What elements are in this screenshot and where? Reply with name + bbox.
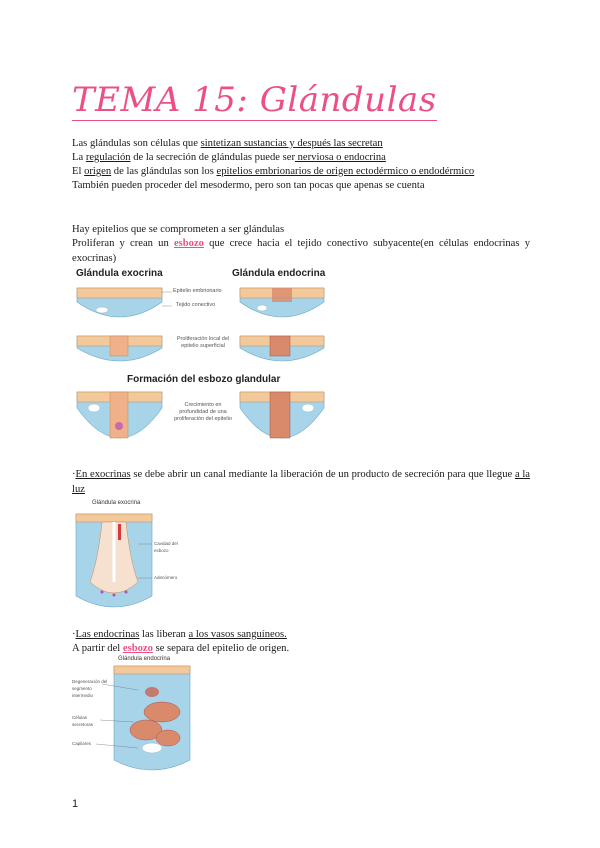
figure-endocrine-gland xyxy=(72,656,192,774)
label-epitelio: Epitelio embrionario xyxy=(173,288,222,294)
label-cavidad-esbozo: Cavidad del esbozo xyxy=(154,541,178,553)
figure-title-exocrine: Glándula exocrina xyxy=(76,268,163,279)
intro-line-2: La regulación de la secreción de glándulas puede ser nerviosa o endocrina xyxy=(72,152,386,163)
section2-line-2: Proliferan y crean un esbozo que crece hacia el tejido conectivo subyacente(en células endocrinas y exocrinas) xyxy=(72,238,530,264)
figure-subtitle: Formación del esbozo glandular xyxy=(127,374,281,385)
intro-line-3: El origen de las glándulas son los epitelios embrionarios de origen ectodérmico o endodérmico xyxy=(72,166,475,177)
endocrine-figure-title: Glándula endocrina xyxy=(118,656,171,662)
label-capilares: Capilares xyxy=(72,741,92,746)
page-title: TEMA 15: Glándulas xyxy=(72,80,437,120)
exocrine-paragraph: ·En exocrinas se debe abrir un canal mediante la liberación de un producto de secreción para que llegue a la luz xyxy=(72,469,530,495)
label-celulas-secretoras: Células secretoras xyxy=(72,715,94,727)
intro-line-4: También pueden proceder del mesodermo, pero son tan pocas que apenas se cuenta xyxy=(72,180,425,191)
figure-gland-formation xyxy=(72,268,337,456)
page-number: 1 xyxy=(72,798,79,810)
endocrine-line-1: ·Las endocrinas las liberan a los vasos sanguíneos. xyxy=(72,629,287,640)
gland-formation-diagram xyxy=(72,268,337,456)
exocrine-gland-diagram xyxy=(72,500,182,610)
endocrine-line-2: A partir del esbozo se separa del epitelio de origen. xyxy=(72,643,290,654)
figure-exocrine-gland xyxy=(72,500,182,610)
label-tejido: Tejido conectivo xyxy=(176,302,216,308)
exocrine-figure-title: Glándula exocrina xyxy=(92,500,141,506)
figure-title-endocrine: Glándula endocrina xyxy=(232,268,326,279)
label-crecimiento: Crecimiento en profundidad de una proliferación del epitelio xyxy=(174,402,232,422)
label-adenomero: Adenómero xyxy=(154,575,178,580)
intro-line-1: Las glándulas son células que sintetizan sustancias y después las secretan xyxy=(72,138,383,149)
section2-line-1: Hay epitelios que se comprometen a ser glándulas xyxy=(72,224,285,235)
label-degeneracion: Degeneración del segmento intermedio xyxy=(72,679,108,698)
label-proliferacion: Proliferación local del epitelio superficial xyxy=(176,336,230,349)
